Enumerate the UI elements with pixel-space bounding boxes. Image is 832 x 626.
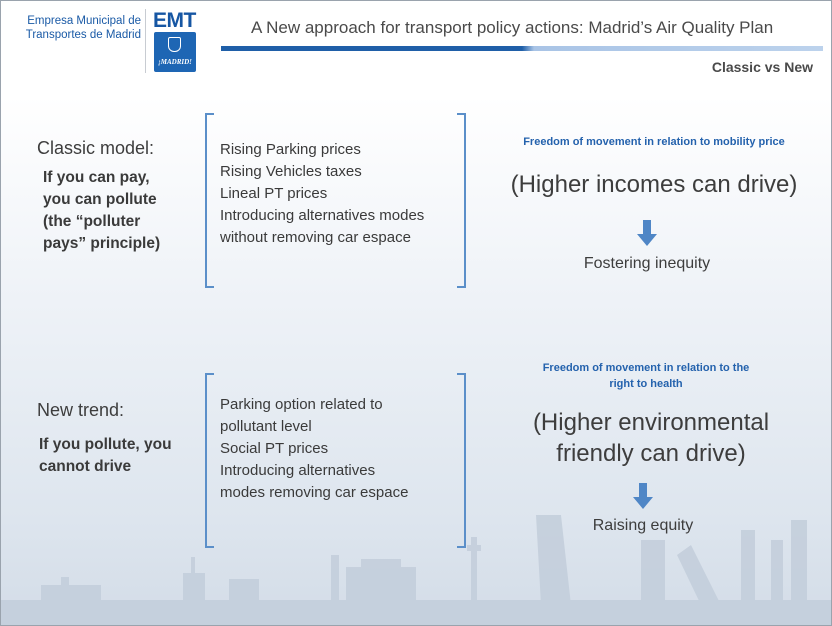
slide-title: A New approach for transport policy actions: Madrid’s Air Quality Plan bbox=[251, 18, 774, 37]
shield-icon bbox=[168, 37, 181, 52]
madrid-badge-text: ¡MADRID! bbox=[158, 58, 192, 66]
new-measure-item: pollutant level bbox=[220, 418, 312, 435]
new-outcome-line: (Higher environmental bbox=[532, 409, 770, 436]
classic-summary-line: you can pollute bbox=[43, 191, 157, 208]
classic-measures-list bbox=[220, 139, 424, 249]
classic-summary-line: pays” principle) bbox=[43, 235, 161, 252]
classic-measure-item: Lineal PT prices bbox=[220, 185, 328, 202]
classic-measure-item: Introducing alternatives modes bbox=[220, 207, 425, 224]
down-arrow-icon bbox=[633, 483, 653, 509]
new-summary-line: cannot drive bbox=[39, 458, 132, 475]
classic-outcome: (Higher incomes can drive) bbox=[510, 171, 798, 198]
new-freedom-text bbox=[501, 360, 791, 392]
classic-summary-line: (the “polluter bbox=[43, 213, 141, 230]
new-result: Raising equity bbox=[592, 517, 694, 534]
logo-divider bbox=[145, 9, 146, 73]
new-outcome-line: friendly can drive) bbox=[556, 440, 746, 467]
classic-summary bbox=[43, 167, 160, 255]
new-measure-item: Introducing alternatives bbox=[220, 462, 376, 479]
emt-logo-word: EMT bbox=[153, 9, 196, 32]
classic-model-label: Classic model: bbox=[37, 138, 155, 158]
classic-freedom-text: Freedom of movement in relation to mobility price bbox=[523, 136, 785, 148]
classic-result: Fostering inequity bbox=[583, 255, 711, 272]
new-measure-item: Social PT prices bbox=[220, 440, 329, 457]
madrid-badge-logo bbox=[154, 32, 196, 72]
new-summary-line: If you pollute, you bbox=[39, 436, 172, 453]
new-freedom-line: right to health bbox=[609, 378, 683, 390]
organization-name bbox=[9, 14, 141, 42]
new-measures-list bbox=[220, 394, 408, 504]
new-freedom-line: Freedom of movement in relation to the bbox=[542, 362, 750, 374]
slide-subtitle: Classic vs New bbox=[711, 59, 813, 75]
classic-right-bracket bbox=[457, 113, 466, 288]
title-underline-bar bbox=[221, 46, 823, 51]
down-arrow-icon bbox=[637, 220, 657, 246]
classic-measure-item: Rising Vehicles taxes bbox=[220, 163, 362, 180]
new-summary bbox=[39, 434, 172, 478]
new-measure-item: modes removing car espace bbox=[220, 484, 409, 501]
classic-summary-line: If you can pay, bbox=[43, 169, 150, 186]
org-line-1: Empresa Municipal de bbox=[27, 15, 141, 27]
classic-measure-item: without removing car espace bbox=[220, 229, 411, 246]
org-line-2: Transportes de Madrid bbox=[25, 29, 141, 41]
new-measure-item: Parking option related to bbox=[220, 396, 383, 413]
classic-left-bracket bbox=[205, 113, 214, 288]
madrid-skyline-silhouette bbox=[1, 515, 831, 625]
new-outcome bbox=[501, 407, 801, 469]
classic-measure-item: Rising Parking prices bbox=[220, 141, 361, 158]
new-trend-label: New trend: bbox=[37, 400, 125, 420]
